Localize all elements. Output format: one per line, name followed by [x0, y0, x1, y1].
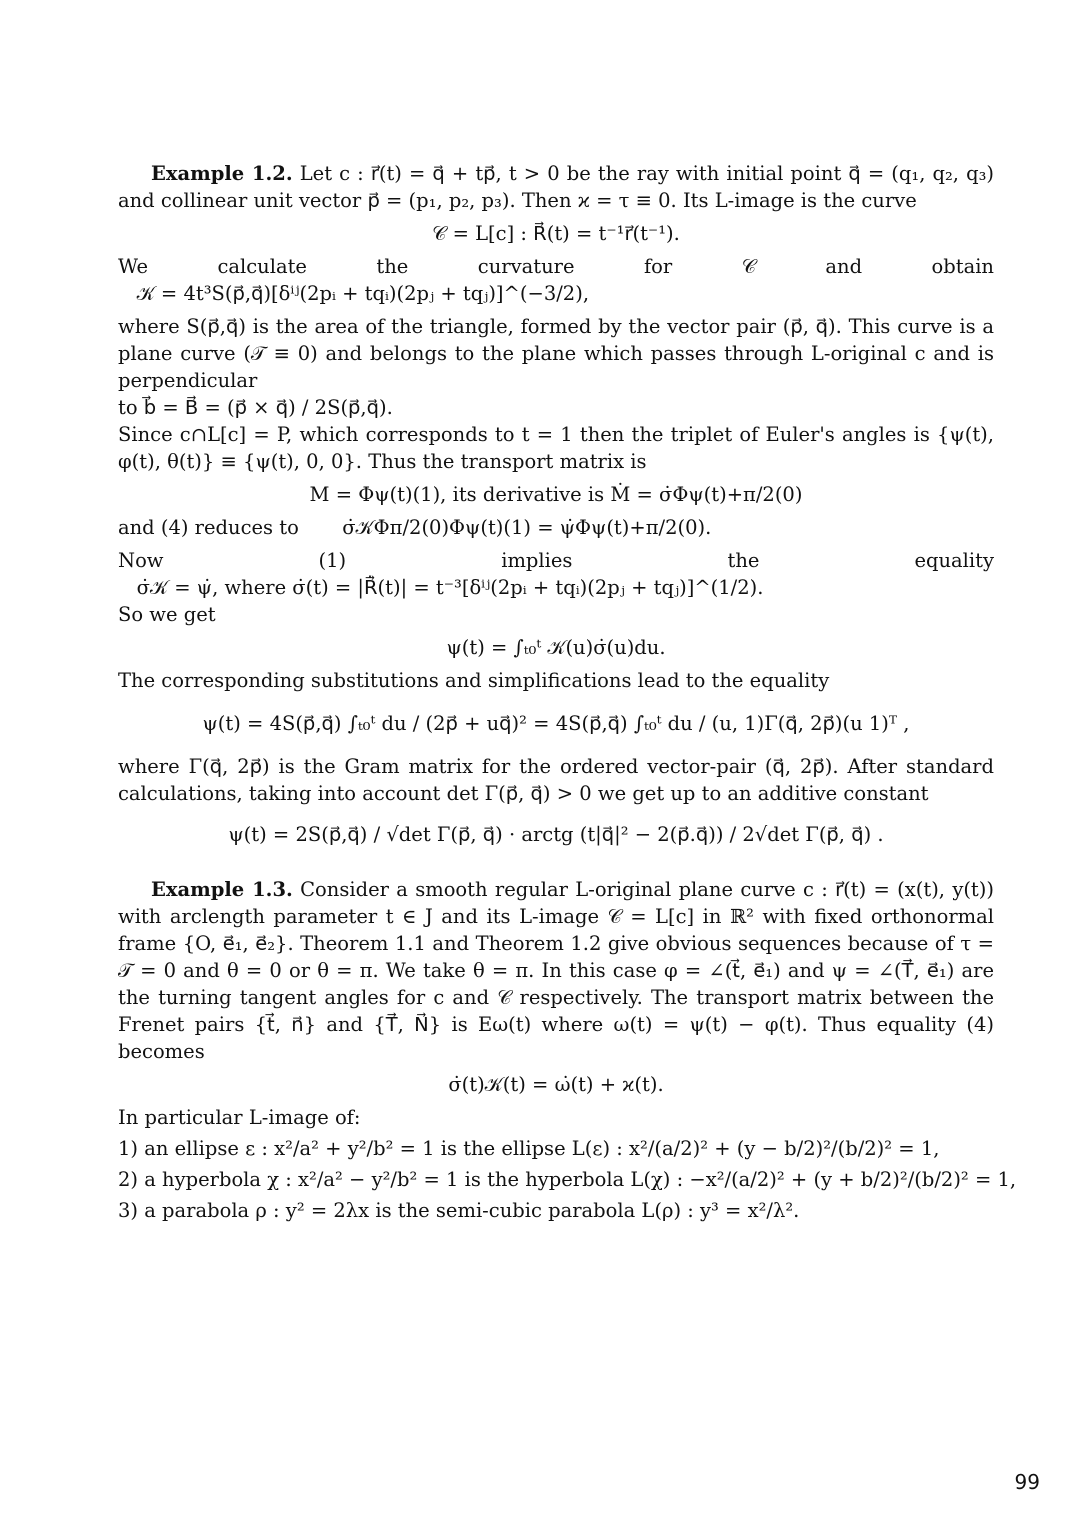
reduces-line: [118, 514, 994, 541]
transport-equation: M = Φψ(t)(1), its derivative is Ṁ = σ̇Φψ(t)+π/2(0): [309, 483, 803, 506]
curvature-equation: 𝒦 = 4t³S(p⃗,q⃗)[δⁱʲ(2pᵢ + tqᵢ)(2pⱼ + tqⱼ)]^(−3/2),: [136, 282, 590, 305]
example-1-2-intro: [118, 160, 994, 214]
omega-equation: σ̇(t)𝒦(t) = ω̇(t) + ϰ(t).: [448, 1073, 664, 1096]
gram-paragraph: where Γ(q⃗, 2p⃗) is the Gram matrix for the ordered vector-pair (q⃗, 2p⃗). After standard calculations, taking into account det Γ(p⃗, q⃗) > 0 we get up to an additive constant: [118, 755, 994, 805]
psi-final-equation: ψ(t) = 2S(p⃗,q⃗) / √det Γ(p⃗, q⃗) · arctg (t|q⃗|² − 2(p⃗.q⃗)) / 2√det Γ(p⃗, q⃗) .: [228, 823, 884, 846]
page-body: [118, 160, 1017, 1228]
implies-equation: σ̇𝒦 = ψ̇, where σ̇(t) = |R⃗̇(t)| = t⁻³[δⁱʲ(2pᵢ + tqᵢ)(2pⱼ + tqⱼ)]^(1/2).: [136, 576, 764, 599]
substitution-text: The corresponding substitutions and simplifications lead to the equality: [118, 669, 830, 692]
binormal-line: to b⃗ = B⃗ = (p⃗ × q⃗) / 2S(p⃗,q⃗).: [118, 396, 393, 419]
example-1-2-text: Let c : r⃗(t) = q⃗ + tp⃗, t > 0 be the ray with initial point q⃗ = (q₁, q₂, q₃) and collinear unit vector p⃗ = (p₁, p₂, p₃). Then ϰ = τ ≡ 0. Its L-image is the curve: [118, 162, 994, 212]
so-we-get: So we get: [118, 603, 216, 626]
list-item-parabola: 3) a parabola ρ : y² = 2λx is the semi-cubic parabola L(ρ) : y³ = x²/λ².: [118, 1199, 800, 1222]
euler-paragraph: Since c∩L[c] = P, which corresponds to t = 1 then the triplet of Euler's angles is {ψ(t), φ(t), θ(t)} ≡ {ψ(t), 0, 0}. Thus the transport matrix is: [118, 423, 994, 473]
example-1-2-label: Example 1.2.: [151, 162, 293, 185]
page-number: 99: [1014, 1470, 1040, 1494]
particular-line: In particular L-image of:: [118, 1106, 361, 1129]
psi-long-equation: ψ(t) = 4S(p⃗,q⃗) ∫ₜ₀ᵗ du / (2p⃗ + uq⃗)² = 4S(p⃗,q⃗) ∫ₜ₀ᵗ du / (u, 1)Γ(q⃗, 2p⃗)(u 1)ᵀ ,: [202, 712, 910, 735]
equation-curve: 𝒞 = L[c] : R⃗(t) = t⁻¹r⃗(t⁻¹).: [432, 222, 680, 245]
curvature-line: [118, 253, 994, 307]
psi-integral-equation: ψ(t) = ∫ₜ₀ᵗ 𝒦(u)σ̇(u)du.: [446, 636, 666, 659]
reduces-label: and (4) reduces to: [118, 516, 299, 539]
example-1-3-label: Example 1.3.: [151, 878, 293, 901]
reduces-equation: σ̇𝒦Φπ/2(0)Φψ(t)(1) = ψ̇Φψ(t)+π/2(0).: [342, 516, 712, 539]
implies-line: [118, 547, 994, 601]
area-paragraph: where S(p⃗,q⃗) is the area of the triangle, formed by the vector pair (p⃗, q⃗). This curve is a plane curve (𝒯 ≡ 0) and belongs to the plane which passes through L-original c and is perpendicular: [118, 315, 994, 392]
curvature-text: We calculate the curvature for 𝒞 and obtain: [118, 255, 994, 278]
example-1-3-text: Consider a smooth regular L-original plane curve c : r⃗(t) = (x(t), y(t)) with arclength parameter t ∈ J and its L-image 𝒞 = L[c] in ℝ² with fixed orthonormal frame {O, e⃗₁, e⃗₂}. Theorem 1.1 and Theorem 1.2 give obvious sequences because of τ = 𝒯 = 0 and θ = 0 or θ = π. We take θ = π. In this case φ = ∠(t⃗, e⃗₁) and ψ = ∠(T⃗, e⃗₁) are the turning tangent angles for c and 𝒞 respectively. The transport matrix between the Frenet pairs {t⃗, n⃗} and {T⃗, N⃗} is Eω(t) where ω(t) = ψ(t) − φ(t). Thus equality (4) becomes: [118, 878, 994, 1063]
list-item-hyperbola: 2) a hyperbola χ : x²/a² − y²/b² = 1 is the hyperbola L(χ) : −x²/(a/2)² + (y + b/2)²/(b/2)² = 1,: [118, 1168, 1017, 1191]
example-1-3-paragraph: [118, 876, 994, 1065]
implies-label: Now (1) implies the equality: [118, 549, 994, 572]
list-item-ellipse: 1) an ellipse ε : x²/a² + y²/b² = 1 is the ellipse L(ε) : x²/(a/2)² + (y − b/2)²/(b/2)² = 1,: [118, 1137, 940, 1160]
